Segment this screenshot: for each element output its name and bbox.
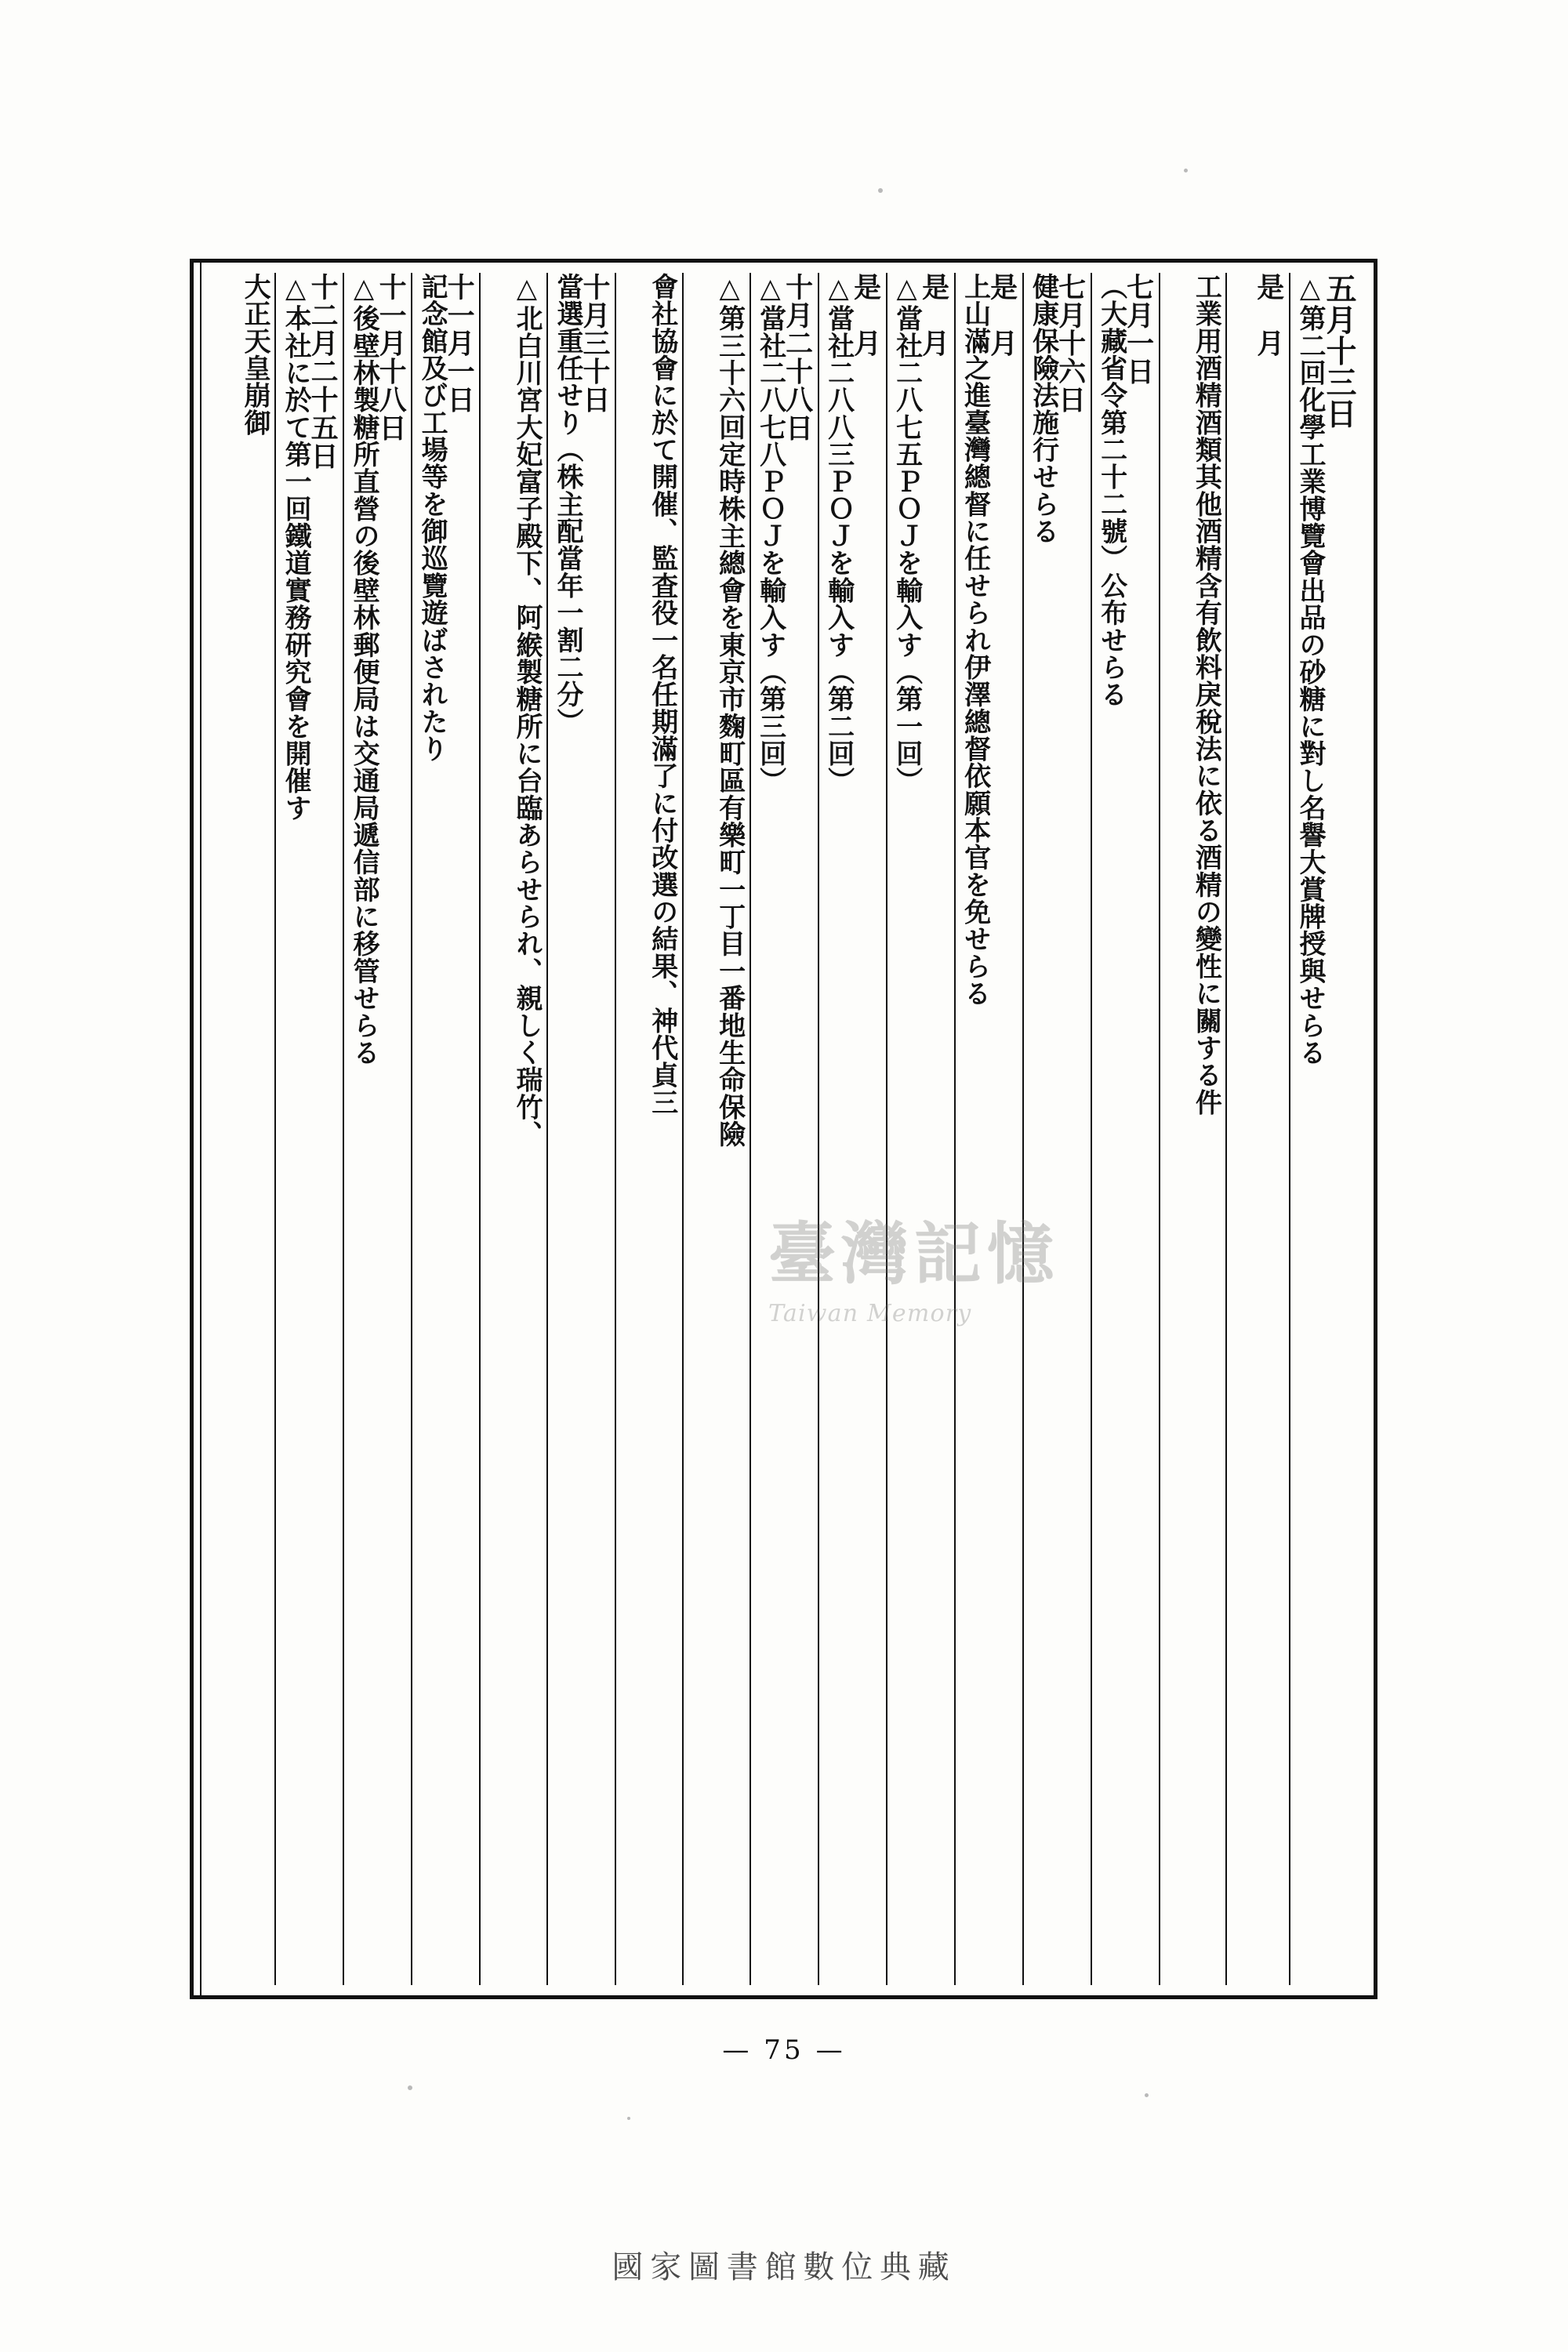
entry-text: △北白川宮大妃富子殿下、阿緱製糖所に台臨あらせられ、親しく瑞竹、 (510, 273, 543, 1148)
column-6-inner (959, 273, 1018, 1985)
entry-text: 上山滿之進臺灣總督に任せられ伊澤總督依願本官を免せらる (959, 273, 991, 1007)
text-column-4 (1091, 273, 1159, 1985)
entry-text: △當社二八七八ＰＯＪを輸入す（第三回） (754, 273, 786, 794)
column-10-inner (690, 273, 746, 1985)
column-9-inner (754, 273, 814, 1985)
text-column-3 (1159, 273, 1226, 1985)
scan-speck (1184, 169, 1188, 172)
entry-text: 記念館及び工場等を御巡覽遊ばされたり (416, 273, 448, 763)
entry-date: 是 月 (1252, 273, 1285, 358)
entry-date: 五月十三日 (1321, 273, 1357, 430)
text-column-11 (615, 273, 682, 1985)
page-number: — 75 — (722, 2034, 846, 2066)
entry-date: 七月一日 (1122, 273, 1155, 386)
library-digital-archive-stamp: 國家圖書館數位典藏 (612, 2249, 956, 2285)
text-column-14 (411, 273, 479, 1985)
column-13-inner (487, 273, 543, 1985)
entry-date: 是 月 (985, 273, 1018, 358)
entry-text: △當社二八七五ＰＯＪを輸入す（第一回） (891, 273, 923, 794)
entry-text: △當社二八八三ＰＯＪを輸入す（第二回） (822, 273, 855, 794)
scan-speck (627, 2117, 630, 2120)
entry-date: 十月二十八日 (781, 273, 814, 442)
column-2-inner (1233, 273, 1285, 1985)
scan-speck (878, 188, 883, 193)
entry-text: △第三十六回定時株主總會を東京市麴町區有樂町一丁目一番地生命保險 (713, 273, 746, 1148)
column-11-inner (622, 273, 676, 1985)
column-7-inner (891, 273, 950, 1985)
text-column-8 (818, 273, 886, 1985)
entry-date: 十二月二十五日 (307, 273, 339, 470)
text-column-5 (1022, 273, 1091, 1985)
entry-text: △本社に於て第一回鐵道實務研究會を開催す (280, 273, 312, 822)
text-column-1 (1289, 273, 1360, 1985)
entry-date: 十一月一日 (443, 273, 476, 414)
entry-text: 當選重任せり（株主配當年一割二分） (551, 273, 583, 735)
scan-speck (1145, 2093, 1149, 2097)
watermark-english-text: Taiwan Memory (768, 1300, 972, 1327)
text-column-10 (682, 273, 750, 1985)
entry-date: 十一月十八日 (375, 273, 408, 442)
entry-date: 是 月 (917, 273, 950, 358)
entry-text: 大正天皇崩御 (239, 273, 271, 437)
text-column-12 (546, 273, 615, 1985)
entry-text: 工業用酒精酒類其他酒精含有飲料戾稅法に依る酒精の變性に關する件 (1190, 273, 1222, 1116)
text-column-16 (274, 273, 343, 1985)
text-column-13 (479, 273, 546, 1985)
column-3-inner (1167, 273, 1220, 1985)
entry-date: 是 月 (849, 273, 882, 358)
text-column-7 (886, 273, 954, 1985)
watermark-chinese-text: 臺灣記憶 (768, 1214, 1060, 1294)
column-14-inner (416, 273, 476, 1985)
column-12-inner (551, 273, 611, 1985)
text-column-17 (212, 273, 274, 1985)
column-1-inner (1294, 273, 1357, 1985)
entry-text: △第二回化學工業博覽會出品の砂糖に對し名譽大賞牌授與せらる (1294, 273, 1326, 1066)
entry-text: 會社協會に於て開催、監査役一名任期滿了に付改選の結果、神代貞三 (646, 273, 678, 1116)
column-16-inner (280, 273, 339, 1985)
entry-date: 十月三十日 (578, 273, 611, 414)
column-8-inner (822, 273, 882, 1985)
text-column-2 (1225, 273, 1288, 1985)
entry-text: 健康保險法施行せらる (1027, 273, 1059, 545)
entry-text: △後壁林製糖所直營の後壁林郵便局は交通局遞信部に移管せらる (348, 273, 380, 1066)
scan-speck (408, 2085, 412, 2090)
text-column-6 (954, 273, 1022, 1985)
entry-text: （大藏省令第二十二號）公布せらる (1095, 273, 1127, 708)
column-15-inner (348, 273, 408, 1985)
vertical-text-columns (190, 259, 1377, 1999)
entry-date: 七月十六日 (1054, 273, 1087, 414)
text-column-9 (750, 273, 818, 1985)
column-17-inner (218, 273, 271, 1985)
column-4-inner (1095, 273, 1155, 1985)
text-column-15 (343, 273, 411, 1985)
column-5-inner (1027, 273, 1087, 1985)
